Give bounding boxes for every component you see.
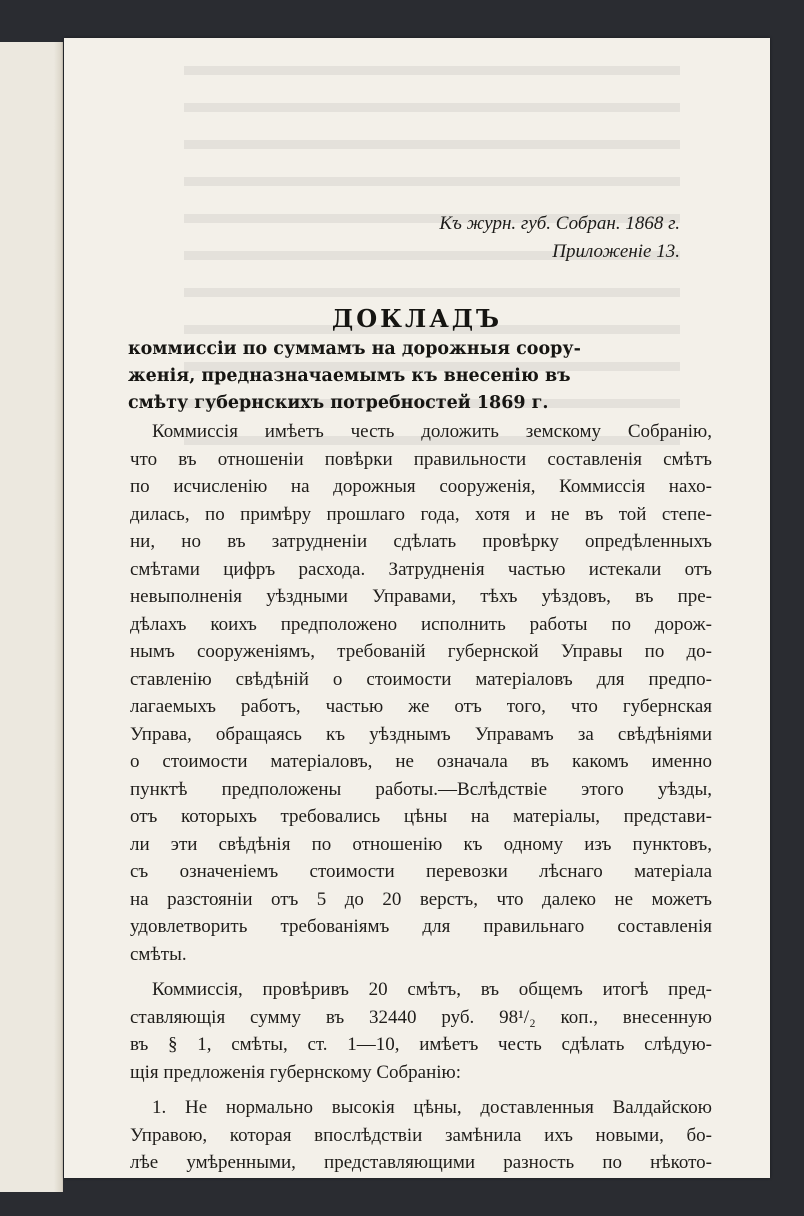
- body-line: щія предложенія губернскому Собранію:: [130, 1061, 462, 1083]
- subtitle-line: женія, предназначаемымъ къ внесенію въ: [128, 366, 571, 386]
- document-subtitle: [128, 336, 708, 417]
- body-line: смѣтами цифръ расхода. Затрудненія частью истекали отъ: [130, 558, 712, 580]
- document-page: [64, 38, 770, 1178]
- body-line: въ § 1, смѣты, ст. 1—10, имѣетъ честь сдѣлать слѣдую-: [130, 1034, 712, 1055]
- subtitle-line: смѣту губернскихъ потребностей 1869 г.: [128, 393, 549, 413]
- body-line: смѣты.: [130, 943, 187, 965]
- document-title: ДОКЛАДЪ: [331, 304, 503, 333]
- body-line: дѣлахъ коихъ предположено исполнить работы по дорож-: [130, 613, 712, 635]
- body-line: пунктѣ предположены работы.—Вслѣдствіе этого уѣзды,: [130, 778, 712, 800]
- journal-reference: [439, 210, 680, 266]
- body-line: дилась, по примѣру прошлаго года, хотя и не въ той степе-: [130, 503, 712, 525]
- body-line: Управа, обращаясь къ уѣзднымъ Управамъ за свѣдѣніями: [130, 723, 712, 745]
- page-gutter: [54, 42, 62, 1192]
- body-line: лагаемыхъ работъ, частью же отъ того, что губернская: [130, 696, 712, 717]
- body-line: Коммиссія, провѣривъ 20 смѣтъ, въ общемъ итогѣ пред-: [152, 979, 712, 1000]
- body-line: лѣе умѣренными, представляющими разность по нѣкото-: [130, 1152, 712, 1173]
- body-line: отъ которыхъ требовались цѣны на матеріалы, представи-: [130, 806, 712, 827]
- body-line: Управою, которая впослѣдствіи замѣнила ихъ новыми, бо-: [130, 1124, 712, 1146]
- reference-line-1: Къ журн. губ. Собран. 1868 г.: [439, 213, 680, 234]
- body-line: Коммиссія имѣетъ честь доложить земскому Собранію,: [152, 421, 712, 442]
- body-line: на разстояніи отъ 5 до 20 верстъ, что далеко не можетъ: [130, 888, 712, 910]
- reference-line-2: Приложеніе 13.: [552, 241, 680, 262]
- body-line: съ означеніемъ стоимости перевозки лѣснаго матеріала: [130, 861, 712, 882]
- subtitle-line: коммиссіи по суммамъ на дорожныя соору-: [128, 339, 581, 359]
- body-line: 1. Не нормально высокія цѣны, доставленныя Валдайскою: [152, 1097, 712, 1118]
- body-line: нымъ сооруженіямъ, требованій губернской Управы по до-: [130, 641, 712, 662]
- body-line: о стоимости матеріаловъ, не означала въ какомъ именно: [130, 751, 712, 772]
- body-line: ставляющія сумму въ 32440 руб. 98¹/₂ коп., внесенную: [130, 1006, 712, 1028]
- body-line: удовлетворить требованіямъ для правильнаго составленія: [130, 916, 712, 937]
- paragraph-gap: [130, 1086, 712, 1094]
- left-page-edge: [0, 42, 63, 1192]
- paragraph-gap: [130, 968, 712, 976]
- body-line: по исчисленію на дорожныя сооруженія, Коммиссія нахо-: [130, 476, 712, 497]
- body-line: ставленію свѣдѣній о стоимости матеріаловъ для предпо-: [130, 668, 712, 690]
- document-body: [130, 418, 712, 1177]
- body-line: что въ отношеніи повѣрки правильности составленія смѣтъ: [130, 448, 712, 470]
- body-line: ли эти свѣдѣнія по отношенію къ одному изъ пунктовъ,: [130, 833, 712, 855]
- body-line: невыполненія уѣздными Управами, тѣхъ уѣздовъ, въ пре-: [130, 586, 712, 607]
- body-line: ни, но въ затрудненіи сдѣлать провѣрку опредѣленныхъ: [130, 531, 712, 552]
